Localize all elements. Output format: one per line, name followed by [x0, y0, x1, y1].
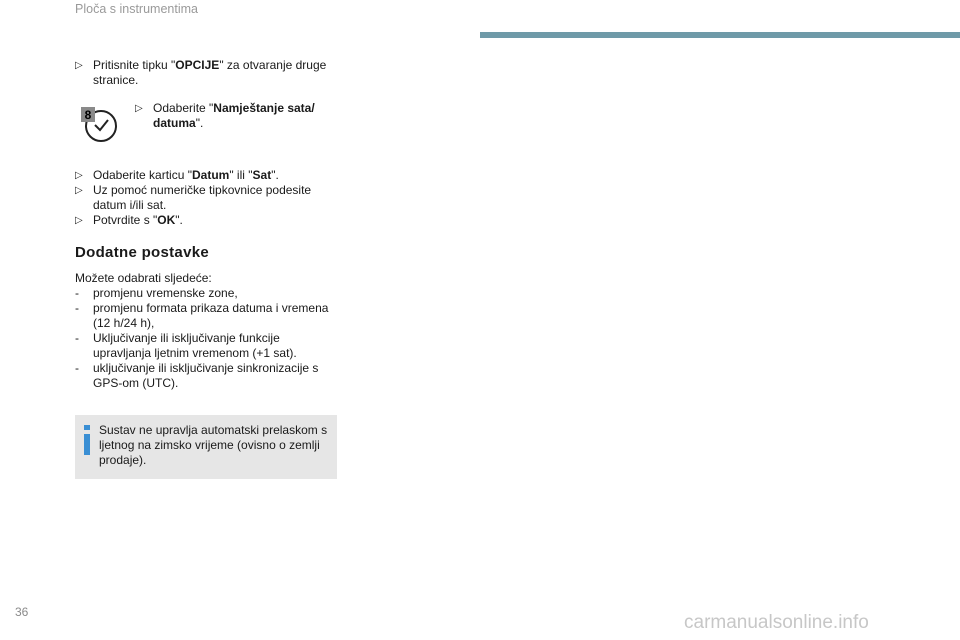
list-item: - promjenu formata prikaza datuma i vremena (12 h/24 h), [75, 301, 329, 330]
page-number: 36 [15, 605, 29, 619]
arrow-bullet-icon: ▷ [135, 103, 143, 114]
arrow-bullet-icon: ▷ [75, 215, 83, 226]
arrow-bullet-icon: ▷ [75, 60, 83, 71]
arrow-bullet-icon: ▷ [75, 185, 83, 196]
list-item: - Uključivanje ili isključivanje funkcije upravljanja ljetnim vremenom (+1 sat). [75, 331, 297, 360]
header-accent-bar [480, 32, 960, 38]
list-item: - promjenu vremenske zone, [75, 286, 238, 300]
section-title: Dodatne postavke [75, 244, 209, 261]
step-select-tab: ▷ Odaberite karticu "Datum" ili "Sat". [75, 168, 279, 182]
step-set-date-time: ▷ Uz pomoć numeričke tipkovnice podesite datum i/ili sat. [75, 183, 312, 212]
page-header-title: Ploča s instrumentima [75, 2, 198, 16]
watermark: carmanualsonline.info [684, 612, 869, 633]
steps-list [75, 168, 337, 228]
clock-settings-icon [80, 105, 118, 143]
clock-badge-number: 8 [84, 108, 92, 122]
info-text: Sustav ne upravlja automatski prelaskom s ljetnog na zimsko vrijeme (ovisno o zemlji prodaje). [99, 423, 328, 467]
arrow-bullet-icon: ▷ [75, 170, 83, 181]
list-item: - uključivanje ili isključivanje sinkronizacije s GPS-om (UTC). [75, 361, 319, 390]
info-icon [84, 425, 90, 455]
info-box [75, 415, 337, 479]
step-select-clock: ▷ Odaberite "Namještanje sata/ datuma". [135, 101, 315, 130]
section-intro: Možete odabrati sljedeće: [75, 271, 212, 285]
step-confirm: ▷ Potvrdite s "OK". [75, 213, 183, 227]
additional-settings-list [75, 271, 337, 391]
clock-menu-label: Namještanje sata/ datuma [153, 101, 315, 130]
options-key-label: OPCIJE [175, 58, 220, 72]
step-press-options: ▷ Pritisnite tipku "OPCIJE" za otvaranje druge stranice. [75, 58, 327, 87]
